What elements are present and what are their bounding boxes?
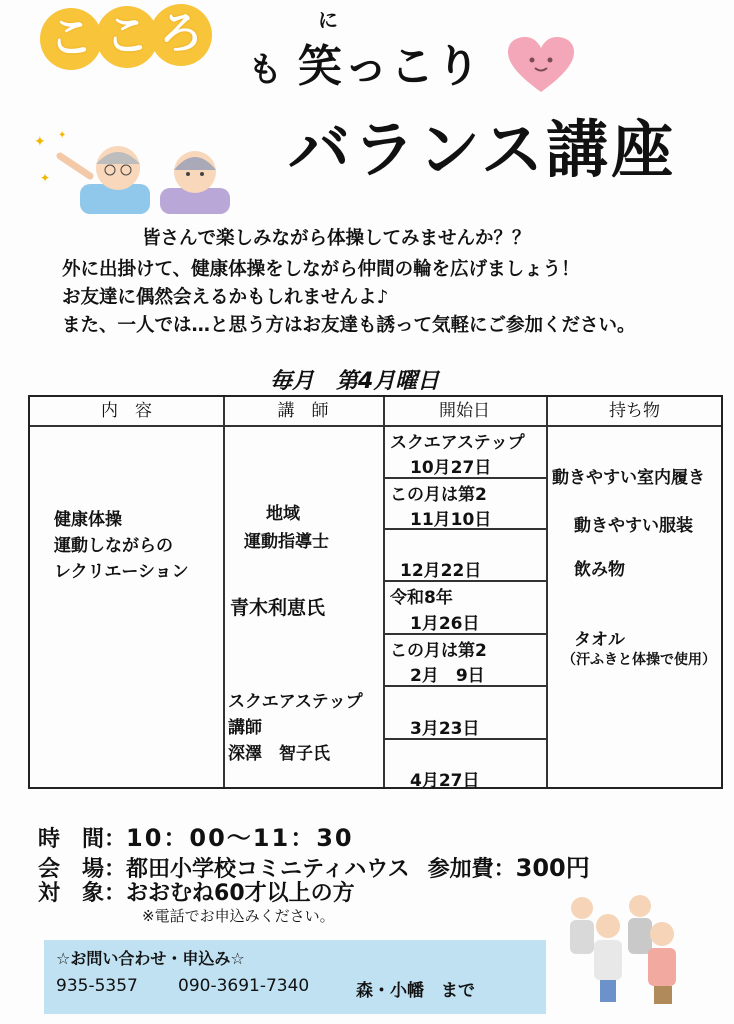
instructor1-line-2: 運動指導士: [244, 532, 329, 552]
item-towel: タオル: [574, 630, 625, 650]
header-instructor: 講 師: [277, 401, 329, 421]
schedule-table: [28, 395, 723, 789]
intro-line-3: お友達に偶然会えるかもしれませんよ♪: [62, 287, 389, 308]
date4-note: 令和8年: [390, 588, 453, 608]
item-shoes: 動きやすい室内履き: [552, 468, 705, 488]
title-line-1: [248, 30, 482, 94]
header-items: 持ち物: [609, 401, 660, 421]
time-label: 時 間：: [38, 827, 127, 852]
venue-value: 都田小学校コミニティハウス: [126, 857, 410, 882]
title-mo: も: [248, 50, 284, 90]
instructor3-line-3: 深澤 智子氏: [228, 744, 330, 764]
svg-text:✦: ✦: [34, 134, 46, 150]
header-content: 内 容: [101, 401, 152, 421]
intro-line-2: 外に出掛けて、健康体操をしながら仲間の輪を広げましょう！: [62, 259, 580, 280]
item-clothes: 動きやすい服装: [574, 516, 693, 536]
contact-phone-2: 090-3691-7340: [178, 976, 310, 996]
date2: 11月10日: [410, 510, 492, 530]
item-towel-note: （汗ふきと体操で使用）: [562, 652, 716, 668]
date6: 3月23日: [410, 719, 480, 739]
instructor3-line-2: 講師: [228, 718, 262, 738]
title-waraccori: 笑っこり: [298, 41, 482, 92]
date2-note: この月は第2: [390, 485, 487, 505]
title-line-2: バランス講座: [288, 113, 677, 186]
item-drink: 飲み物: [574, 560, 625, 580]
info-target: [38, 876, 355, 907]
date7: 4月27日: [410, 771, 480, 791]
fee-label: 参加費：: [427, 857, 516, 882]
svg-text:✦: ✦: [40, 171, 51, 185]
venue-label: 会 場：: [38, 857, 127, 882]
header-start-date: 開始日: [439, 401, 490, 421]
instructor2-name: 青木利恵氏: [230, 597, 326, 619]
title-bubble-3: ろ: [150, 4, 212, 66]
date5: 2月 9日: [410, 666, 485, 686]
fee-value: 300円: [515, 854, 590, 882]
content-line-2: 運動しながらの: [54, 536, 173, 556]
contact-names: 森・小幡 まで: [356, 981, 475, 1001]
content-line-1: 健康体操: [54, 510, 122, 530]
date1: 10月27日: [410, 458, 492, 478]
elderly-couple-illustration: [30, 126, 250, 216]
phone-note: ※電話でお申込みください。: [142, 907, 335, 925]
instructor3-line-1: スクエアステップ: [228, 692, 363, 712]
intro-line-4: また、一人では…と思う方はお友達も誘って気軽にご参加ください。: [62, 315, 636, 336]
contact-phone-1: 935-5357: [56, 976, 138, 996]
target-value: おおむね60才以上の方: [126, 881, 355, 906]
contact-box: [44, 940, 546, 1014]
time-value: 10：00～11：30: [126, 824, 354, 852]
exercise-group-illustration: [560, 890, 720, 1010]
date5-note: この月は第2: [390, 641, 487, 661]
title-bubble-1: こ: [40, 8, 102, 70]
svg-text:✦: ✦: [58, 130, 67, 141]
content-line-3: レクリエーション: [54, 562, 189, 582]
date3: 12月22日: [400, 561, 482, 581]
title-bubble-2: こ: [96, 6, 158, 68]
heart-icon: [506, 36, 576, 94]
target-label: 対 象：: [38, 881, 127, 906]
date4: 1月26日: [410, 614, 480, 634]
date1-note: スクエアステップ: [390, 433, 525, 453]
instructor1-line-1: 地域: [266, 504, 300, 524]
contact-title: ☆お問い合わせ・申込み☆: [56, 949, 245, 968]
schedule-title: 毎月 第4月曜日: [270, 369, 440, 394]
ruby-ni: に: [318, 8, 338, 32]
intro-line-1: 皆さんで楽しみながら体操してみませんか？？: [142, 228, 531, 249]
